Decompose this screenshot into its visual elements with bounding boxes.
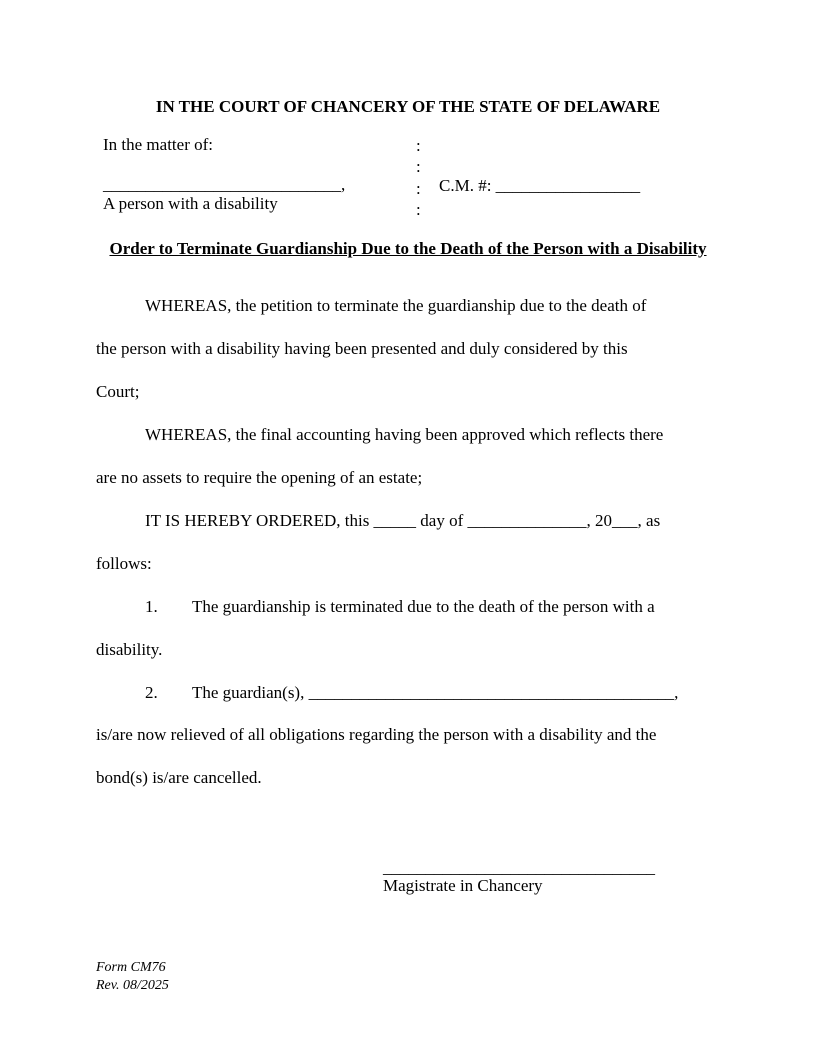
item-2-number: 2. [145, 683, 158, 702]
item-1-line-2: disability. [96, 640, 163, 659]
form-number: Form CM76 [96, 960, 166, 975]
whereas-paragraph-2-line-1: WHEREAS, the final accounting having been approved which reflects there [145, 425, 664, 444]
item-2-line-2: is/are now relieved of all obligations regarding the person with a disability and the [96, 725, 657, 744]
signature-line: ________________________________ [383, 858, 655, 877]
whereas-paragraph-1-line-3: Court; [96, 382, 140, 401]
order-title: Order to Terminate Guardianship Due to the Death of the Person with a Disability [109, 239, 707, 258]
caption-colon: : [416, 179, 421, 198]
caption-colon: : [416, 136, 421, 155]
whereas-paragraph-1-line-2: the person with a disability having been presented and duly considered by this [96, 339, 628, 358]
signature-label: Magistrate in Chancery [383, 876, 543, 895]
whereas-paragraph-2-line-2: are no assets to require the opening of an estate; [96, 468, 423, 487]
ordered-paragraph-line-1: IT IS HEREBY ORDERED, this _____ day of ______________, 20___, as [145, 511, 661, 530]
person-name-blank: ____________________________, [103, 175, 346, 194]
matter-label: In the matter of: [103, 135, 213, 154]
item-1-number: 1. [145, 597, 158, 616]
item-1-line-1: The guardianship is terminated due to the death of the person with a [192, 597, 655, 616]
person-with-disability-label: A person with a disability [103, 194, 278, 213]
item-2-line-1: The guardian(s), ___________________________________________, [192, 683, 679, 702]
caption-colon: : [416, 157, 421, 176]
item-2-line-3: bond(s) is/are cancelled. [96, 768, 262, 787]
ordered-paragraph-line-2: follows: [96, 554, 152, 573]
court-heading: IN THE COURT OF CHANCERY OF THE STATE OF DELAWARE [155, 97, 661, 116]
revision-date: Rev. 08/2025 [96, 978, 169, 993]
whereas-paragraph-1-line-1: WHEREAS, the petition to terminate the guardianship due to the death of [145, 296, 647, 315]
caption-colon: : [416, 200, 421, 219]
case-number-label: C.M. #: _________________ [439, 176, 641, 195]
